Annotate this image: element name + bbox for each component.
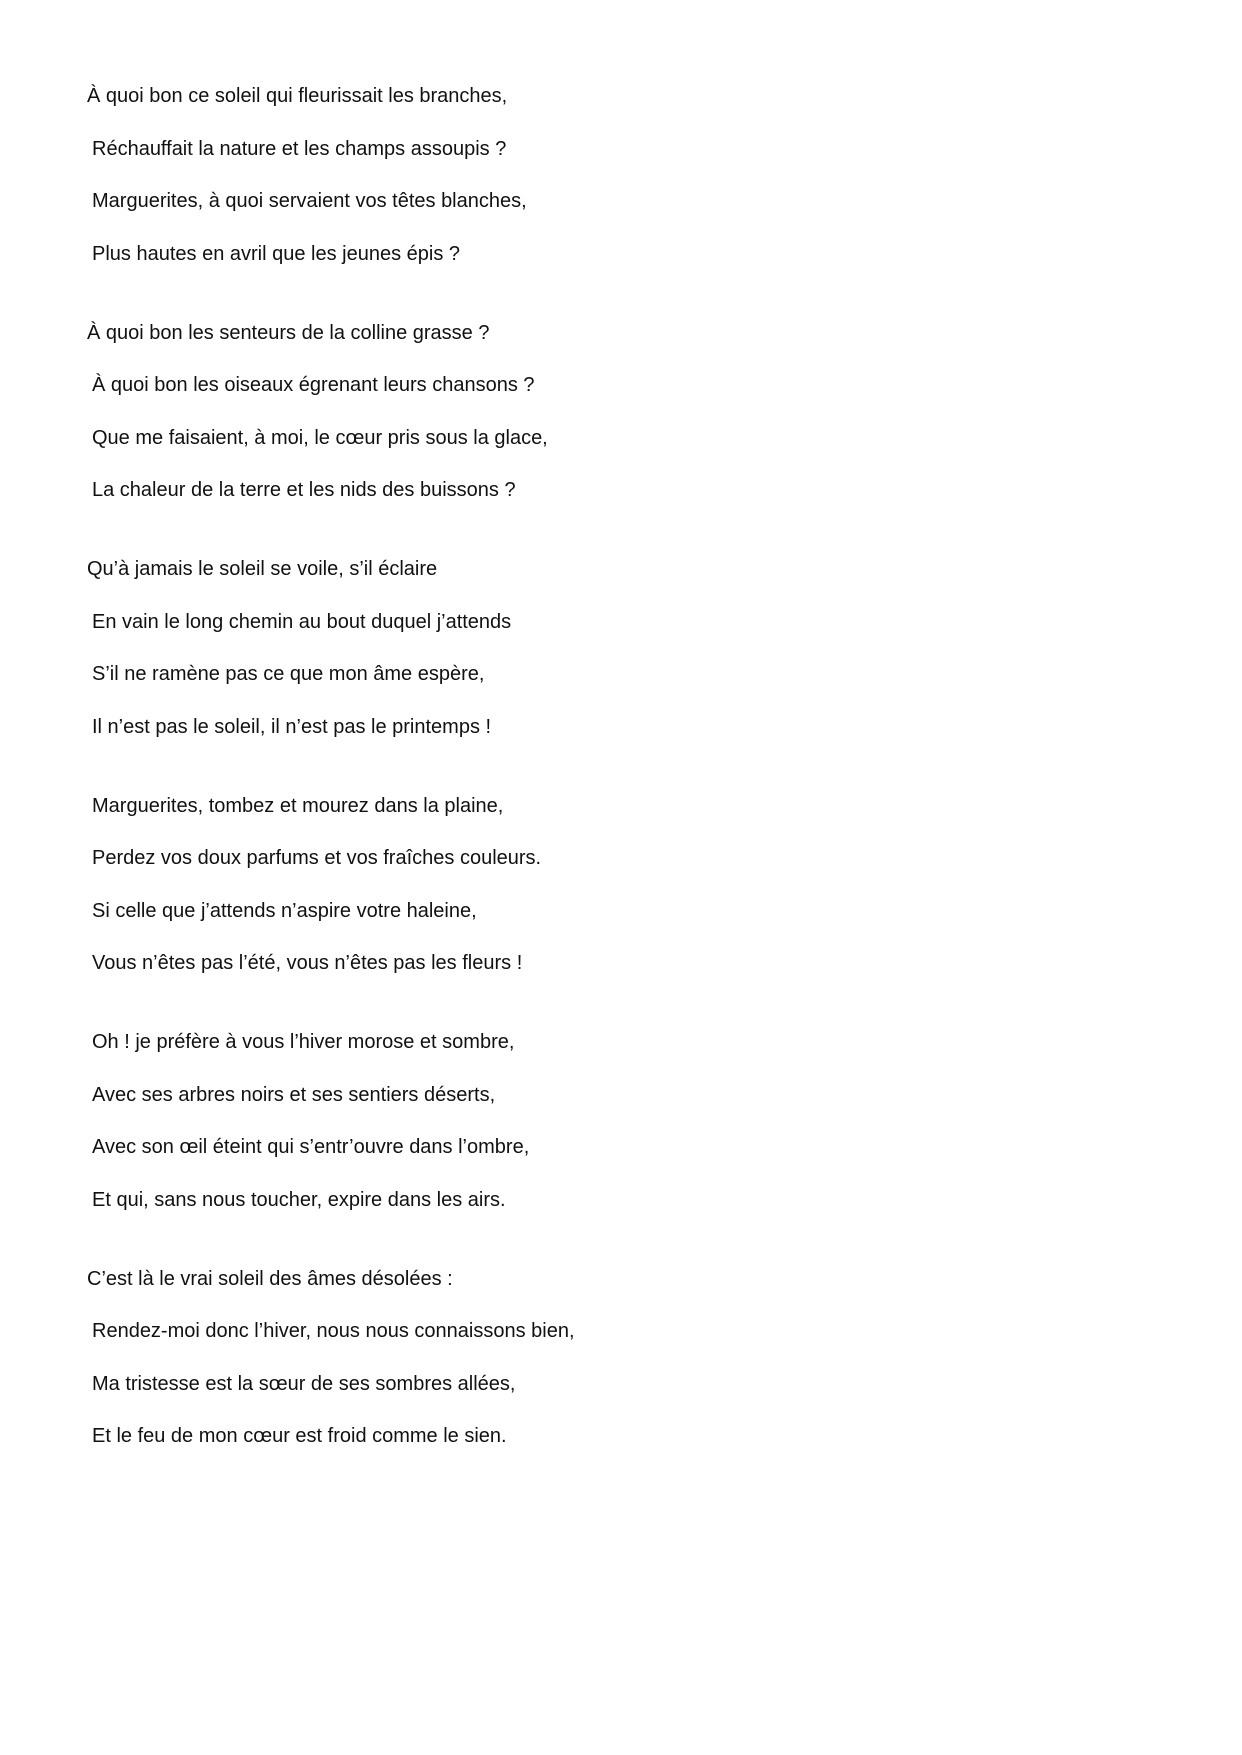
poem	[87, 83, 1087, 1502]
poem-line: Plus hautes en avril que les jeunes épis ?	[92, 242, 461, 265]
poem-line: La chaleur de la terre et les nids des buissons ?	[92, 479, 516, 501]
poem-line: Qu’à jamais le soleil se voile, s’il éclaire	[87, 558, 438, 580]
poem-line: À quoi bon les oiseaux égrenant leurs chansons ?	[92, 374, 535, 396]
poem-line: Oh ! je préfère à vous l’hiver morose et sombre,	[92, 1031, 515, 1053]
poem-line: Perdez vos doux parfums et vos fraîches couleurs.	[92, 847, 542, 869]
poem-line: Et qui, sans nous toucher, expire dans les airs.	[92, 1188, 506, 1211]
stanza-5	[87, 1029, 1087, 1213]
poem-line: Que me faisaient, à moi, le cœur pris sous la glace,	[92, 426, 548, 449]
stanza-3	[87, 556, 1087, 740]
poem-line: S’il ne ramène pas ce que mon âme espère,	[92, 663, 485, 685]
poem-line: Vous n’êtes pas l’été, vous n’êtes pas les fleurs !	[92, 952, 523, 974]
poem-line: Il n’est pas le soleil, il n’est pas le printemps !	[92, 715, 492, 738]
stanza-2	[87, 320, 1087, 504]
stanza-6	[87, 1266, 1087, 1450]
poem-line: Si celle que j’attends n’aspire votre haleine,	[92, 899, 477, 922]
poem-line: Avec son œil éteint qui s’entr’ouvre dans l’ombre,	[92, 1136, 530, 1158]
poem-line: Rendez-moi donc l’hiver, nous nous connaissons bien,	[92, 1320, 575, 1342]
poem-line: Ma tristesse est la sœur de ses sombres allées,	[92, 1372, 516, 1395]
poem-line: Marguerites, à quoi servaient vos têtes blanches,	[92, 190, 527, 212]
poem-line: À quoi bon les senteurs de la colline grasse ?	[87, 321, 490, 344]
poem-line: C’est là le vrai soleil des âmes désolées :	[87, 1267, 453, 1290]
poem-line: Réchauffait la nature et les champs assoupis ?	[92, 137, 507, 160]
stanza-1	[87, 83, 1087, 267]
stanza-4	[87, 793, 1087, 977]
poem-line: Avec ses arbres noirs et ses sentiers déserts,	[92, 1083, 496, 1106]
poem-line: Et le feu de mon cœur est froid comme le sien.	[92, 1425, 507, 1447]
poem-line: Marguerites, tombez et mourez dans la plaine,	[92, 794, 504, 817]
poem-line: À quoi bon ce soleil qui fleurissait les branches,	[87, 85, 508, 107]
poem-line: En vain le long chemin au bout duquel j’attends	[92, 610, 512, 633]
